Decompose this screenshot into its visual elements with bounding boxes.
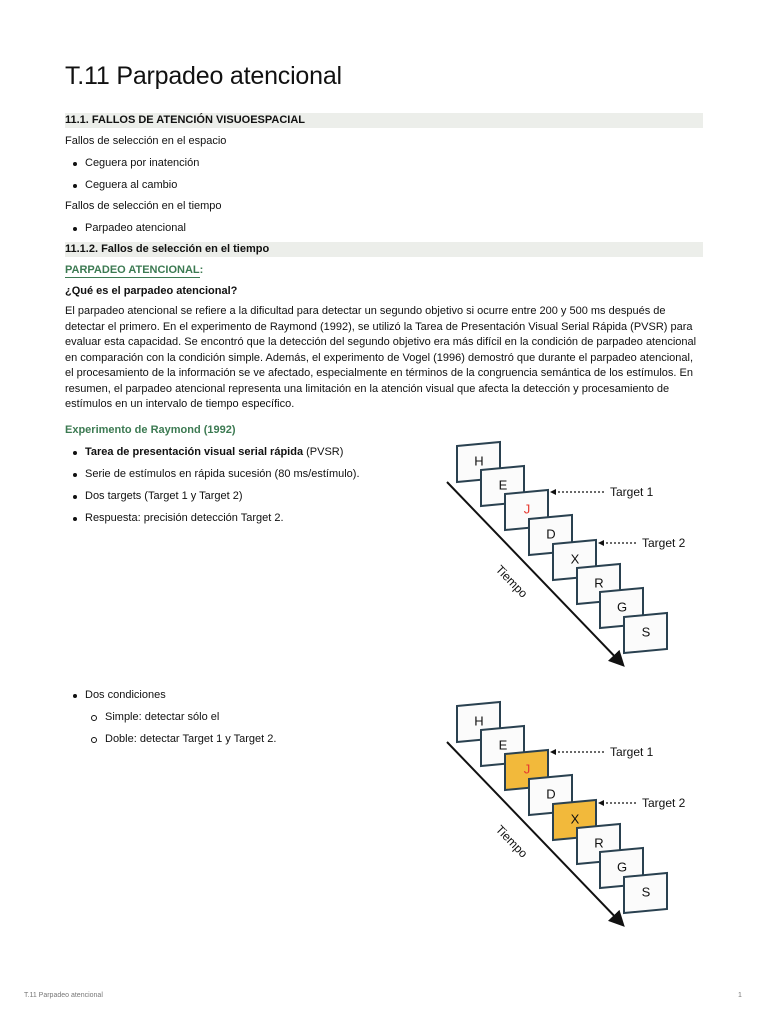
page-title: T.11 Parpadeo atencional [65, 62, 342, 90]
target1-label: Target 1 [610, 485, 654, 499]
list-item: Dos targets (Target 1 y Target 2) [65, 489, 360, 511]
experiment-heading: Experimento de Raymond (1992) [65, 424, 236, 436]
list-item: Simple: detectar sólo el [65, 710, 276, 732]
svg-text:H: H [474, 713, 484, 729]
svg-text:J: J [523, 501, 531, 517]
list-item: Serie de estímulos en rápida sucesión (80 ms/estímulo). [65, 467, 360, 489]
task-abbrev: (PVSR) [303, 446, 344, 458]
list-item: Doble: detectar Target 1 y Target 2. [65, 732, 276, 754]
list-item: Parpadeo atencional [65, 221, 186, 243]
space-failures-list [65, 156, 199, 200]
rsvp-diagram-single [440, 438, 710, 670]
space-failures-intro: Fallos de selección en el espacio [65, 135, 227, 147]
target1-label: Target 1 [610, 745, 654, 759]
section-heading-visuospatial: 11.1. FALLOS DE ATENCIÓN VISUOESPACIAL [65, 113, 703, 128]
concept-question: ¿Qué es el parpadeo atencional? [65, 285, 238, 297]
stimulus-card-s [624, 613, 667, 653]
target2-label: Target 2 [642, 796, 686, 810]
list-item: Ceguera por inatención [65, 156, 199, 178]
svg-text:J: J [523, 761, 531, 777]
list-item [65, 445, 360, 467]
stimulus-card-s [624, 873, 667, 913]
svg-text:S: S [641, 624, 651, 640]
svg-text:D: D [546, 526, 556, 542]
section-heading-time: 11.1.2. Fallos de selección en el tiempo [65, 242, 703, 257]
svg-text:H: H [474, 453, 484, 469]
svg-text:R: R [594, 575, 604, 591]
svg-text:X: X [570, 551, 580, 567]
svg-text:E: E [498, 477, 508, 493]
footer-title: T.11 Parpadeo atencional [24, 992, 103, 999]
list-item: Ceguera al cambio [65, 178, 199, 200]
rsvp-diagram-double [440, 698, 710, 930]
concept-label [65, 263, 203, 278]
svg-text:G: G [616, 859, 628, 875]
svg-text:X: X [570, 811, 580, 827]
concept-paragraph: El parpadeo atencional se refiere a la dificultad para detectar un segundo objetivo si ocurre entre 200 y 500 ms después de detectar el primero. En el experimento de Raymond (1992), se utilizó la Tarea de Presentación Visual Serial Rápida (PVSR) para evaluar esta capacidad. Se encontró que la detección del segundo objetivo era más difícil en la condición de parpadeo atencional en comparación con la condición simple. Además, el experimento de Vogel (1996) demostró que durante el parpadeo atencional, el procesamiento de la información se ve afectado, especialmente en términos de la congruencia semántica de los estímulos. En resumen, el parpadeo atencional representa una limitación en la atención visual que afecta la detección y procesamiento de estímulos en un intervalo de tiempo específico. [65, 305, 697, 410]
svg-text:D: D [546, 786, 556, 802]
task-name: Tarea de presentación visual serial rápida [85, 446, 304, 458]
target2-label: Target 2 [642, 536, 686, 550]
concept-label-colon: : [199, 264, 204, 276]
list-item: Respuesta: precisión detección Target 2. [65, 511, 360, 533]
svg-text:R: R [594, 835, 604, 851]
time-failures-list [65, 221, 186, 243]
time-axis-label: Tiempo [492, 562, 531, 601]
time-failures-intro: Fallos de selección en el tiempo [65, 200, 222, 212]
conditions-list [65, 688, 276, 754]
concept-label-text: PARPADEO ATENCIONAL [65, 264, 200, 276]
svg-text:S: S [641, 884, 651, 900]
footer-page-number: 1 [738, 992, 742, 999]
experiment-list [65, 445, 360, 533]
svg-text:E: E [498, 737, 508, 753]
list-item: Dos condiciones [65, 688, 276, 710]
svg-text:G: G [616, 599, 628, 615]
time-axis-label: Tiempo [492, 822, 531, 861]
